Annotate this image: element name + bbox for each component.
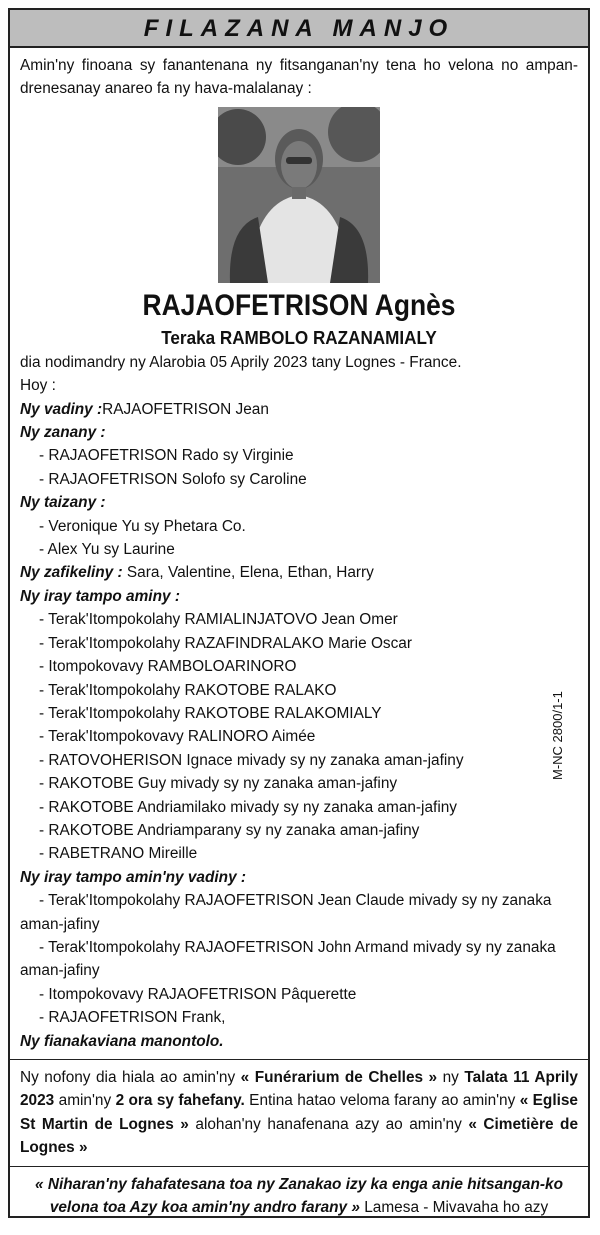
deceased-name: RAJAOFETRISON Agnès [142, 288, 456, 322]
zanany-item: - RAJAOFETRISON Solofo sy Caroline [39, 470, 307, 488]
vadiny-value: RAJAOFETRISON Jean [102, 400, 269, 418]
hoy-label: Hoy : [20, 377, 56, 395]
funeral-text: alohan'ny hanafenana azy ao amin'ny [188, 1115, 469, 1133]
tampo-vadiny-item-continued: aman-jafiny [20, 915, 100, 933]
zafikeliny-line [20, 561, 578, 584]
tampo-item: - RAKOTOBE Andriamparany sy ny zanaka aman-jafiny [39, 821, 420, 839]
notice-banner: FILAZANA MANJO [10, 10, 588, 48]
tampo-label: Ny iray tampo aminy : [20, 587, 180, 605]
funeral-text: Ny nofony dia hiala ao amin'ny [20, 1069, 241, 1086]
tampo-item: - Terak'Itompokolahy RAMIALINJATOVO Jean Omer [39, 611, 398, 629]
zanany-item: - RAJAOFETRISON Rado sy Virginie [39, 447, 294, 465]
tampo-item: - RATOVOHERISON Ignace mivady sy ny zanaka aman-jafiny [39, 751, 464, 769]
funerarium-name: « Funérarium de Chelles » [240, 1069, 438, 1086]
tampo-vadiny-item: - RAJAOFETRISON Frank, [39, 1009, 226, 1027]
funeral-date: Talata 11 Aprily 2023 [20, 1069, 578, 1110]
taizany-item: - Alex Yu sy Laurine [39, 541, 175, 559]
zafikeliny-value: Sara, Valentine, Elena, Ethan, Harry [122, 564, 374, 582]
tampo-item: - RAKOTOBE Andriamilako mivady sy ny zanaka aman-jafiny [39, 798, 457, 816]
tampo-vadiny-item: - Terak'Itompokolahy RAJAOFETRISON John Armand mivady sy ny zanaka [39, 938, 556, 956]
tampo-item: - RAKOTOBE Guy mivady sy ny zanaka aman-jafiny [39, 775, 398, 793]
tampo-vadiny-item: - Itompokovavy RAJAOFETRISON Pâquerette [39, 985, 357, 1003]
notice-frame [8, 8, 590, 1218]
funeral-time: 2 ora sy fahefany. [115, 1092, 245, 1110]
taizany-label: Ny taizany : [20, 494, 106, 512]
intro-paragraph: Amin'ny finoana sy fanantenana ny fitsanganan'ny tena ho velona no ampan-drenesanay anareo fa ny hava-malalanay : [20, 57, 578, 98]
tampo-vadiny-item: - Terak'Itompokolahy RAJAOFETRISON Jean Claude mivady sy ny zanaka [39, 892, 552, 910]
death-notice: dia nodimandry ny Alarobia 05 Aprily 2023 tany Lognes - France. [20, 353, 462, 371]
funeral-text: ny [437, 1069, 465, 1086]
divider [10, 1166, 588, 1167]
divider [10, 1059, 588, 1060]
taizany-item: - Veronique Yu sy Phetara Co. [39, 517, 246, 535]
closing-quote: « Niharan'ny fahafatesana toa ny Zanakao izy ka enga anie hitsangan-ko velona toa Azy koa amin'ny andro farany » [35, 1175, 563, 1217]
tampo-item: - Terak'Itompokolahy RAKOTOBE RALAKO [39, 681, 337, 699]
zanany-label: Ny zanany : [20, 424, 106, 442]
tampo-vadiny-item-continued: aman-jafiny [20, 962, 100, 980]
tampo-item: - Itompokovavy RAMBOLOARINORO [39, 658, 297, 676]
funeral-text: Entina hatao veloma farany ao amin'ny [244, 1092, 520, 1110]
tampo-vadiny-label: Ny iray tampo amin'ny vadiny : [20, 868, 247, 886]
church-name: « Eglise St Martin de Lognes » [20, 1092, 578, 1133]
reference-code: M-NC 2800/1-1 [550, 691, 565, 780]
closing-quote-paragraph [20, 1173, 578, 1220]
reference-code-wrapper [550, 680, 570, 780]
zafikeliny-label: Ny zafikeliny : [20, 564, 123, 582]
portrait-photo [218, 107, 380, 283]
tampo-item: - Terak'Itompokolahy RAKOTOBE RALAKOMIALY [39, 704, 382, 722]
funeral-text: amin'ny [54, 1092, 116, 1110]
maiden-name: Teraka RAMBOLO RAZANAMIALY [161, 327, 437, 348]
tampo-item: - Terak'Itompokovavy RALINORO Aimée [39, 728, 316, 746]
portrait-image [218, 107, 380, 283]
funeral-paragraph [20, 1066, 578, 1160]
tampo-item: - Terak'Itompokolahy RAZAFINDRALAKO Marie Oscar [39, 634, 412, 652]
cemetery-name: « Cimetière de Lognes » [20, 1115, 579, 1157]
vadiny-label: Ny vadiny : [20, 400, 103, 418]
tampo-item: - RABETRANO Mireille [39, 845, 198, 863]
fianakaviana-line: Ny fianakaviana manontolo. [20, 1032, 224, 1050]
notice-body [20, 54, 578, 1235]
closing-signoff: Lamesa - Mivavaha ho azy [359, 1199, 549, 1217]
vadiny-line [20, 398, 578, 421]
